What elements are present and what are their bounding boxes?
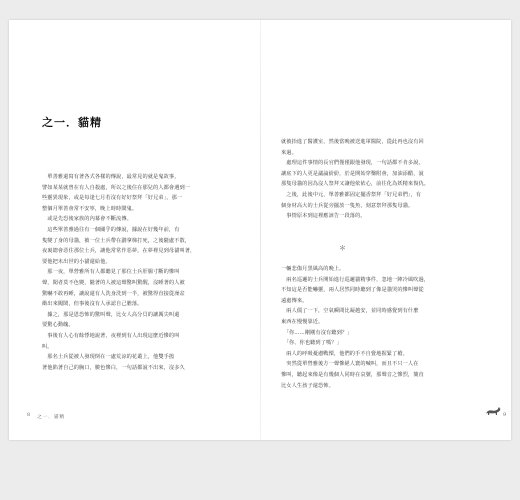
text-line: 那名士兵從被人發現倒在一處荒涼的花叢上，他雙手摀 [42, 354, 175, 361]
text-line: 東西在慢慢靠近。 [281, 318, 324, 325]
text-line: 來過。 [281, 149, 297, 156]
text-line: 兩名巡邏的士兵開始進行巡邏貓精事件，忽地一陣冷風吹過， [281, 276, 430, 283]
text-line: 據之，那是恩恐怖的驚叫聲，比女人高分貝的讓厲尖叫還 [42, 311, 180, 318]
text-line: 「你、你也聽到了嗎？」 [281, 340, 342, 347]
right-body-text-top [281, 137, 491, 222]
text-line: 「你……剛剛有沒有聽到？」 [281, 329, 353, 336]
cat-icon [485, 406, 501, 416]
text-line: 這些單善雅過往有一個關乎的傳說，據說在好幾年前，有 [42, 226, 180, 233]
left-page [9, 20, 260, 440]
text-line: 讓底下的人更是議論紛紛，於是開始穿鑿附會，加油添醋，說 [281, 170, 424, 177]
text-line: 事情原本到這裡應該告一段落的。 [281, 213, 366, 220]
text-line: 要他把未出世的小貓還給他。 [42, 258, 111, 265]
text-line: 不知這是否能嚇靈，兩人居然同時聽到了像是貓哭的慘叫聲從 [281, 287, 424, 294]
running-head: 之一．貓精 [37, 415, 65, 420]
text-line: 比女人生孩子還恐怖。 [281, 382, 334, 389]
text-line: 著他陷著自己的胸口，臉色慘白，一句話都說不出來，沒多久 [42, 364, 185, 371]
text-line: 些靈異現象，或是每逢七月若沒有好好祭拜「好兄弟」，那一 [42, 195, 183, 202]
text-line: 遠處傳來。 [281, 297, 308, 304]
left-body-text [42, 172, 256, 373]
text-line: 或是先恐後家族的內幕會不斷流傳。 [42, 216, 132, 223]
text-line: 驚嚇不敢再睡，讓說還有人洗身洗到一半，被驚得直接從澡盆 [42, 290, 185, 297]
text-line: 事後有人心有餘悸地說著，夜裡到有人出現這麼近慘的叫 [42, 332, 180, 339]
text-line: 之後，此後中元，單善雅都固定擺香祭拜「好兄弟們」，有 [281, 191, 422, 198]
text-line: 個身材高大的士兵從旁擺放一隻魚，刻意祭拜那隻母貓。 [281, 202, 414, 209]
text-line: 衝出來闖鬧，但事後沒有人承認自己膽落。 [42, 301, 143, 308]
text-line: 整個月單善會常不安寧，晚上時時鬧鬼。 [42, 205, 138, 212]
text-line: 隻變了身的母貓，被一位士兵帶在劃拿梯打死，之後隨處不散， [42, 237, 191, 244]
text-line: 兩人僵了一下，空氣瞬間比凝越安，並同時感覺到有什麼 [281, 308, 419, 315]
right-body-text-bottom [281, 264, 491, 391]
text-line: 就被抬進了醫護室，然後當晚被送進軍醫院，從此再也沒有回 [281, 139, 424, 145]
text-line: 慘叫，聽起來像是有幾個人同時在哀號，那聲音之慘烈，簡直 [281, 371, 424, 378]
text-line: 叫。 [42, 343, 53, 350]
book-spread [9, 20, 511, 440]
section-divider: ＊ [339, 244, 346, 252]
chapter-title: 之一．貓精 [42, 116, 102, 129]
text-line: 處理這件事情的長官們僅僅跟他發現，一句話都不肯多說， [281, 160, 424, 167]
text-line: 譬如某某就曾在有人自殺處，所以之後住在那兒的人都會遇到一 [42, 184, 191, 191]
text-line: 單善雅還寫有著各式各樣的傳說，最常見的就是鬼故事， [42, 174, 180, 180]
text-line: 那隻母貓的因為沒人祭拜又讓他依依心，前往化為妖精來復仇。 [281, 181, 430, 188]
text-line: 突然從單營雅後方一聲慘絕人寰的喊叫，而且不只一人在 [281, 361, 419, 368]
text-line: 夜裏總會惡住那位士兵，讓他常常作惡夢，在夢裡見到母貓叫著， [42, 248, 196, 255]
text-line: 那一夜，單營雅所有人都聽見了那位士兵肝腸寸斷的慘叫 [42, 269, 180, 276]
text-line: 聲，聞者莫不色變，隨著的人被這聲驚叫驚醒，沒睡著的人被 [42, 279, 185, 286]
text-line: 兩人的呼吸憂慮戰慄，他們的手不自覺地握緊了槍。 [281, 350, 408, 357]
text-line: 一輛悲傷月黑風高的晚上。 [281, 266, 345, 272]
right-page-number: 9 [503, 413, 507, 418]
text-line: 要驚心動魄。 [42, 322, 74, 329]
left-page-number: 8 [27, 413, 31, 418]
right-page [261, 20, 511, 440]
